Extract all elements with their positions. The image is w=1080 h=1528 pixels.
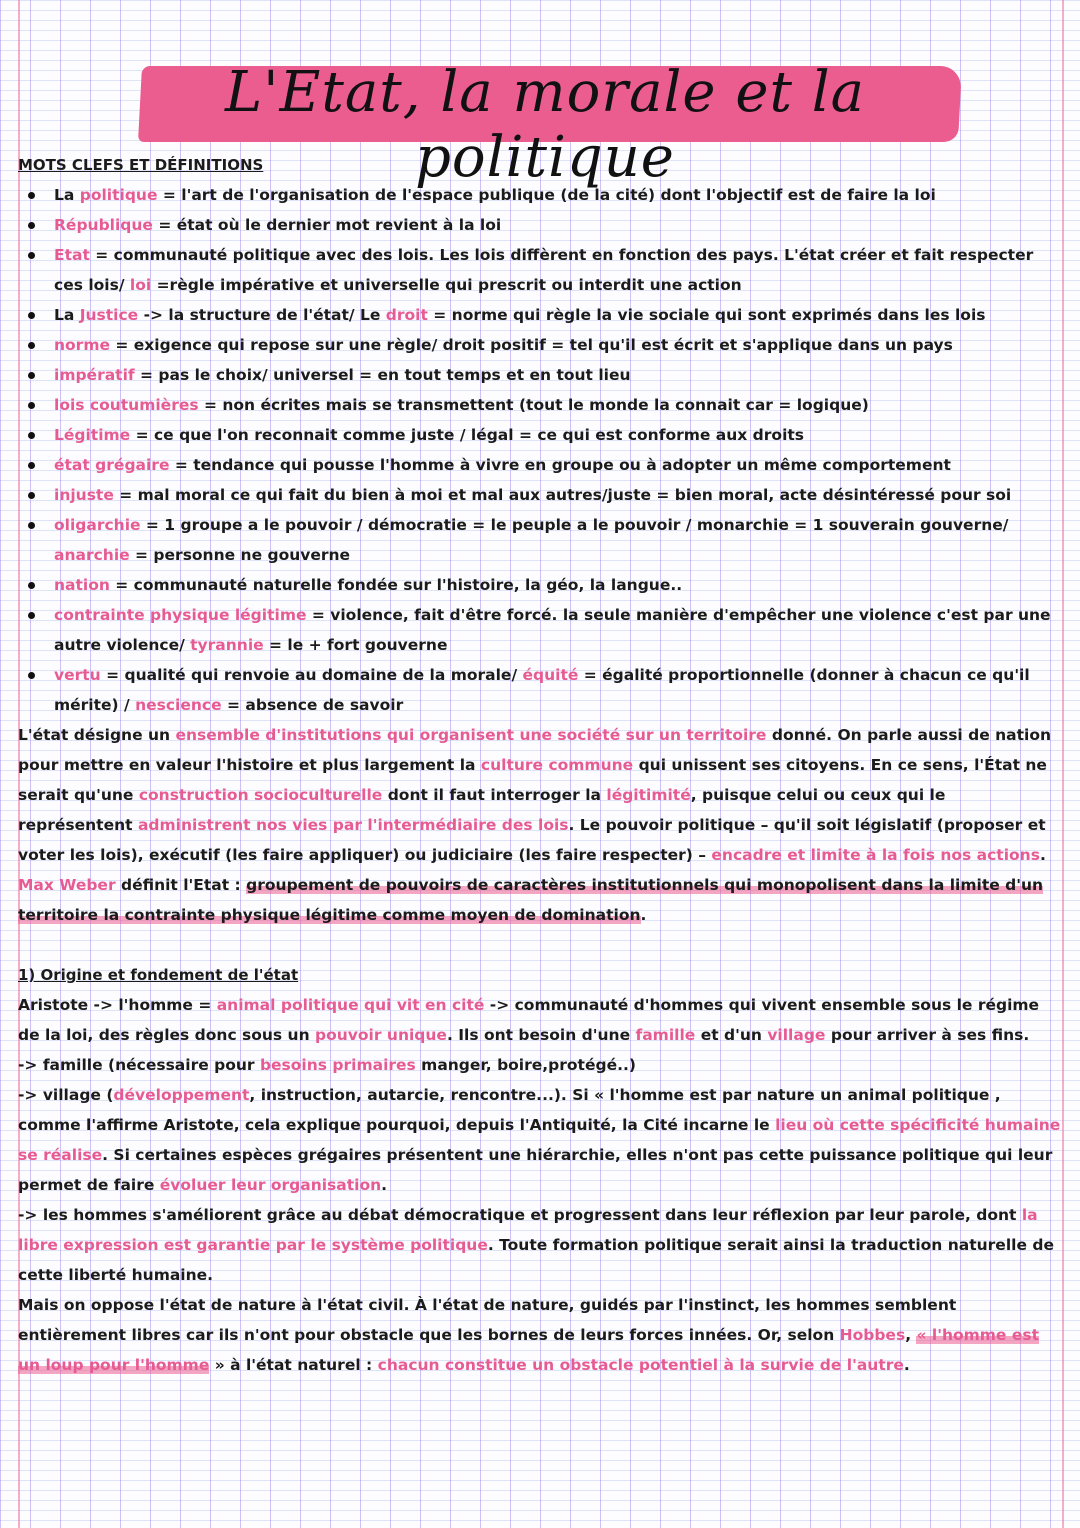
definition-item: La politique = l'art de l'organisation de l'espace publique (de la cité) dont l'objectif est de faire la loi bbox=[18, 180, 1064, 210]
paragraph-debat: -> les hommes s'améliorent grâce au débat démocratique et progressent dans leur réflexion par leur parole, dont la libre expression est garantie par le système politique. Toute formation politique serait ainsi la traduction naturelle de cette liberté humaine. bbox=[18, 1206, 1054, 1284]
section-origin-title: 1) Origine et fondement de l'état bbox=[18, 966, 299, 984]
section-keywords-title: MOTS CLEFS ET DÉFINITIONS bbox=[18, 156, 264, 174]
definition-item: lois coutumières = non écrites mais se transmettent (tout le monde la connait car = logique) bbox=[18, 390, 1064, 420]
paragraph-village: -> village (développement, instruction, autarcie, rencontre...). Si « l'homme est par nature un animal politique , comme l'affirme Aristote, cela explique pourquoi, depuis l'Antiquité, la Cité incarne le lieu où cette spécificité humaine se réalise. Si certaines espèces grégaires présentent une hiérarchie, elles n'ont pas cette puissance politique qui leur permet de faire évoluer leur organisation. bbox=[18, 1086, 1061, 1194]
definition-item: contrainte physique légitime = violence, fait d'être forcé. la seule manière d'empêcher une violence c'est par une autre violence/ tyrannie = le + fort gouverne bbox=[18, 600, 1064, 660]
definition-item: Etat = communauté politique avec des lois. Les lois diffèrent en fonction des pays. L'état créer et fait respecter ces lois/ loi =règle impérative et universelle qui prescrit ou interdit une action bbox=[18, 240, 1064, 300]
paragraph-state-definition: L'état désigne un ensemble d'institutions qui organisent une société sur un territoire donné. On parle aussi de nation pour mettre en valeur l'histoire et plus largement la culture commune qui unissent ses citoyens. En ce sens, l'État ne serait qu'une construction socioculturelle dont il faut interroger la légitimité, puisque celui ou ceux qui le représentent administrent nos vies par l'intermédiaire des lois. Le pouvoir politique – qu'il soit législatif (proposer et voter les lois), exécutif (les faire appliquer) ou judiciaire (les faire respecter) – encadre et limite à la fois nos actions. bbox=[18, 726, 1052, 864]
definition-item: nation = communauté naturelle fondée sur l'histoire, la géo, la langue.. bbox=[18, 570, 1064, 600]
paragraph-hobbes: Mais on oppose l'état de nature à l'état civil. À l'état de nature, guidés par l'instinct, les hommes semblent entièrement libres car ils n'ont pour obstacle que les bornes de leurs forces innées. Or, selon Hobbes, « l'homme est un loup pour l'homme » à l'état naturel : chacun constitue un obstacle potentiel à la survie de l'autre. bbox=[18, 1296, 1039, 1374]
definition-item: injuste = mal moral ce qui fait du bien à moi et mal aux autres/juste = bien moral, acte désintéressé pour soi bbox=[18, 480, 1064, 510]
notes-content bbox=[18, 150, 1064, 1380]
paragraph-famille: -> famille (nécessaire pour besoins primaires manger, boire,protégé..) bbox=[18, 1056, 636, 1074]
definition-item: norme = exigence qui repose sur une règle/ droit positif = tel qu'il est écrit et s'applique dans un pays bbox=[18, 330, 1064, 360]
definition-item: impératif = pas le choix/ universel = en tout temps et en tout lieu bbox=[18, 360, 1064, 390]
definition-item: Légitime = ce que l'on reconnait comme juste / légal = ce qui est conforme aux droits bbox=[18, 420, 1064, 450]
paragraph-aristote: Aristote -> l'homme = animal politique qui vit en cité -> communauté d'hommes qui vivent ensemble sous le régime de la loi, des règles donc sous un pouvoir unique. Ils ont besoin d'une famille et d'un village pour arriver à ses fins. bbox=[18, 996, 1040, 1044]
definition-item: état grégaire = tendance qui pousse l'homme à vivre en groupe ou à adopter un même comportement bbox=[18, 450, 1064, 480]
definition-item: vertu = qualité qui renvoie au domaine de la morale/ équité = égalité proportionnelle (donner à chacun ce qu'il mérite) / nescience = absence de savoir bbox=[18, 660, 1064, 720]
definition-item: La Justice -> la structure de l'état/ Le droit = norme qui règle la vie sociale qui sont exprimés dans les lois bbox=[18, 300, 1064, 330]
definition-item: oligarchie = 1 groupe a le pouvoir / démocratie = le peuple a le pouvoir / monarchie = 1 souverain gouverne/ anarchie = personne ne gouverne bbox=[18, 510, 1064, 570]
definition-item: République = état où le dernier mot revient à la loi bbox=[18, 210, 1064, 240]
page-title: L'Etat, la morale et la politique bbox=[224, 60, 866, 190]
paragraph-weber: Max Weber définit l'Etat : groupement de pouvoirs de caractères institutionnels qui monopolisent dans la limite d'un territoire la contrainte physique légitime comme moyen de domination. bbox=[18, 876, 1044, 924]
definitions-list bbox=[18, 180, 1064, 720]
